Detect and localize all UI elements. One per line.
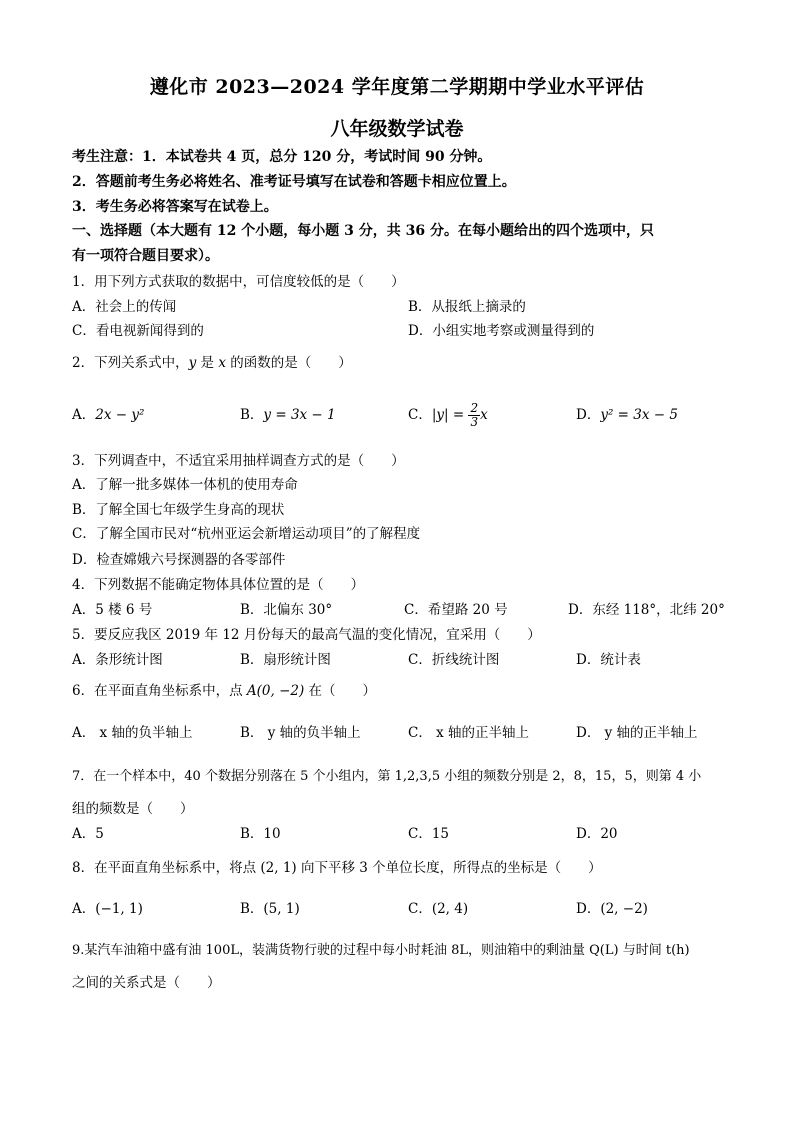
q5-option-d: D．统计表 [576, 652, 641, 668]
q5-option-b: B．扇形统计图 [240, 652, 331, 668]
q5-stem: 5．要反应我区 2019 年 12 月份每天的最高气温的变化情况，宜采用（ ） [72, 627, 541, 643]
q4-option-b: B．北偏东 30° [240, 602, 333, 618]
note-1: 考生注意：1．本试卷共 4 页，总分 120 分，考试时间 90 分钟。 [72, 149, 492, 165]
q2-c-denominator: 3 [470, 415, 479, 429]
q7-option-c: C．15 [408, 826, 450, 842]
q1-option-c: C．看电视新闻得到的 [72, 323, 204, 339]
q4-stem: 4．下列数据不能确定物体具体位置的是（ ） [72, 577, 365, 593]
q2-c-numerator: 2 [470, 401, 479, 415]
q2-stem-post: 的函数的是（ ） [225, 355, 352, 371]
q8-option-a: A．(−1, 1) [72, 901, 143, 917]
q1-option-d: D．小组实地考察或测量得到的 [408, 323, 595, 339]
q7-stem-line-2: 组的频数是（ ） [72, 801, 194, 817]
q2-stem-mid: 是 [196, 355, 219, 371]
q1-stem: 1．用下列方式获取的数据中，可信度较低的是（ ） [72, 274, 405, 290]
q6-option-b: B． y 轴的负半轴上 [240, 725, 361, 741]
q2-stem-y: y [188, 355, 197, 371]
q2-b-label: B． [240, 407, 264, 423]
q3-stem: 3．下列调查中，不适宜采用抽样调查方式的是（ ） [72, 453, 405, 469]
note-3: 3．考生务必将答案写在试卷上。 [72, 199, 278, 215]
q8-option-c: C．(2, 4) [408, 901, 469, 917]
q7-option-a: A．5 [72, 826, 104, 842]
q2-stem [72, 353, 732, 373]
q4-option-a: A．5 楼 6 号 [72, 602, 153, 618]
q2-stem-x: x [218, 355, 226, 371]
q6-stem-post: 在（ ） [304, 683, 377, 699]
q4-option-d: D．东经 118°，北纬 20° [568, 602, 725, 618]
q3-option-a: A．了解一批多媒体一体机的使用寿命 [72, 477, 298, 493]
q8-option-d: D．(2, −2) [576, 901, 648, 917]
q7-option-d: D．20 [576, 826, 618, 842]
q6-option-c: C． x 轴的正半轴上 [408, 725, 530, 741]
q6-option-a: A． x 轴的负半轴上 [72, 725, 193, 741]
section-heading-line-1: 一、选择题（本大题有 12 个小题，每小题 3 分，共 36 分。在每小题给出的四个选项中，只 [72, 223, 654, 239]
q1-option-a: A．社会上的传闻 [72, 299, 177, 315]
q5-option-c: C．折线统计图 [408, 652, 500, 668]
q2-option-a [72, 405, 144, 425]
q8-stem: 8．在平面直角坐标系中，将点 (2, 1) 向下平移 3 个单位长度，所得点的坐标是（ ） [72, 860, 602, 876]
q5-option-a: A．条形统计图 [72, 652, 163, 668]
q6-point: A(0, −2) [246, 683, 305, 699]
q4-option-c: C．希望路 20 号 [404, 602, 508, 618]
q9-stem-line-2: 之间的关系式是（ ） [72, 975, 221, 991]
q2-option-b [240, 405, 336, 425]
q2-d-label: D． [576, 407, 601, 423]
exam-title: 遵化市 2023—2024 学年度第二学期期中学业水平评估 [149, 76, 645, 98]
q7-option-b: B．10 [240, 826, 281, 842]
q2-b-expr: y = 3x − 1 [263, 407, 336, 423]
q2-a-expr: 2x − y² [95, 407, 145, 423]
q3-option-b: B．了解全国七年级学生身高的现状 [72, 502, 285, 518]
q2-a-label: A． [72, 407, 96, 423]
q6-option-d: D． y 轴的正半轴上 [576, 725, 698, 741]
note-2: 2．答题前考生务必将姓名、准考证号填写在试卷和答题卡相应位置上。 [72, 174, 516, 190]
q3-option-c: C．了解全国市民对“杭州亚运会新增运动项目”的了解程度 [72, 526, 421, 542]
q7-stem-line-1: 7．在一个样本中，40 个数据分别落在 5 个小组内，第 1,2,3,5 小组的频数分别是 2，8，15，5，则第 4 小 [72, 769, 702, 784]
q2-option-d [576, 405, 678, 425]
q9-stem-line-1: 9.某汽车油箱中盛有油 100L，装满货物行驶的过程中每小时耗油 8L，则油箱中的剩油量 Q(L) 与时间 t(h) [72, 943, 690, 958]
q2-c-label: C． [408, 407, 432, 423]
q8-option-b: B．(5, 1) [240, 901, 300, 917]
q2-option-c [408, 398, 488, 432]
q3-option-d: D．检查嫦娥六号探测器的各零部件 [72, 552, 286, 568]
q1-option-b: B．从报纸上摘录的 [408, 299, 526, 315]
q2-c-right: x [480, 407, 488, 423]
q2-c-left: |y| = [431, 407, 465, 423]
q2-c-fraction [468, 402, 480, 429]
exam-subtitle: 八年级数学试卷 [330, 118, 464, 140]
q6-stem [72, 681, 732, 701]
section-heading-line-2: 有一项符合题目要求）。 [72, 248, 219, 264]
q2-d-expr: y² = 3x − 5 [600, 407, 678, 423]
q2-stem-pre: 2．下列关系式中， [72, 355, 189, 371]
q6-stem-pre: 6．在平面直角坐标系中，点 [72, 683, 247, 699]
